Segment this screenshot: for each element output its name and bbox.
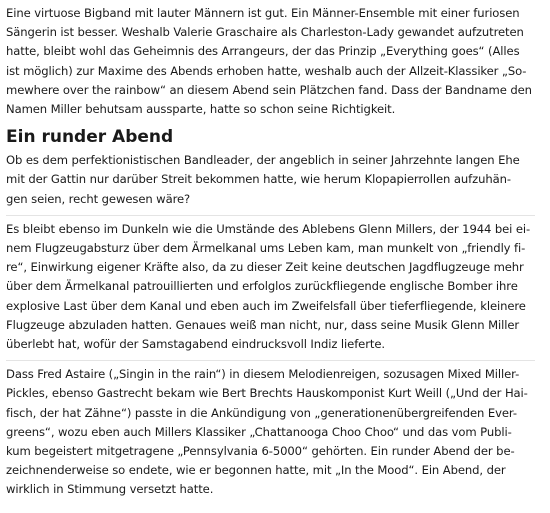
text-line: greens“, wozu eben auch Millers Klassiker „Chattanooga Choo Choo“ und das vom Publi- bbox=[6, 424, 512, 439]
text-line: Namen Miller behutsam aussparte, hatte so schon seine Richtigkeit. bbox=[6, 102, 396, 117]
text-line: mit der Gattin nur darüber Streit bekommen hatte, wie herum Klopapierrollen aufzuhän- bbox=[6, 172, 511, 187]
text-line: Eine virtuose Bigband mit lauter Männern ist gut. Ein Männer-Ensemble mit einer furiosen bbox=[6, 6, 520, 20]
text-line: re“, Einwirkung eigener Kräfte also, da zu dieser Zeit keine deutschen Jagdflugzeuge mehr bbox=[6, 260, 524, 275]
text-line: ist möglich) zur Maxime des Abends erhoben hatte, weshalb auch der Allzeit-Klassiker „So- bbox=[6, 63, 527, 78]
text-line: nem Flugzeugabsturz über dem Ärmelkanal ums Leben kam, man munkelt von „friendly fi- bbox=[6, 241, 526, 256]
text-line: Flugzeuge abzuladen hatten. Genaues weiß man nicht, nur, dass seine Musik Glenn Miller bbox=[6, 317, 520, 332]
text-line: mewhere over the rainbow“ an diesem Abend sein Plätzchen fand. Dass der Bandname den bbox=[6, 82, 532, 97]
text-line: Es bleibt ebenso im Dunkeln wie die Umstände des Ablebens Glenn Millers, der 1944 bei ei- bbox=[6, 221, 531, 236]
text-line: explosive Last über dem Kanal und eben auch im Zweifelsfall über tieferfliegende, kleinere bbox=[6, 298, 526, 313]
text-line: Dass Fred Astaire („Singin in the rain“) in diesem Melodienreigen, sozusagen Mixed Miller- bbox=[6, 367, 520, 382]
text-line: wirklich in Stimmung versetzt hatte. bbox=[6, 482, 214, 497]
text-line: zeichnenderweise so endete, wie er begonnen hatte, mit „In the Mood“. Ein Abend, der bbox=[6, 463, 506, 478]
paragraph-divider bbox=[6, 360, 535, 361]
text-line: hatte, bleibt wohl das Geheimnis des Arrangeurs, der das Prinzip „Everything goes“ (Alles bbox=[6, 44, 520, 59]
text-line: Pickles, ebenso Gastrecht bekam wie Bert Brechts Hauskomponist Kurt Weill („Und der Hai- bbox=[6, 386, 528, 401]
text-line: gen seien, recht gewesen wäre? bbox=[6, 191, 191, 206]
text-line: über dem Ärmelkanal patrouillierten und erfolglos zurückfliegende englische Bomber ihre bbox=[6, 279, 518, 294]
text-line: überlebt hat, wofür der Samstagabend eindrucksvoll Indiz lieferte. bbox=[6, 337, 385, 352]
text-line: Ob es dem perfektionistischen Bandleader, der angeblich in seiner Jahrzehnte langen Ehe bbox=[6, 153, 520, 168]
text-line: kum begeistert mitgetragene „Pennsylvania 6-5000“ gehörten. Ein runder Abend der be- bbox=[6, 444, 515, 459]
paragraph-bandleader bbox=[6, 151, 535, 209]
text-line: Sängerin ist besser. Weshalb Valerie Graschaire als Charleston-Lady gewandet aufzutreten bbox=[6, 25, 524, 40]
paragraph-divider bbox=[6, 215, 535, 216]
intro-paragraph bbox=[6, 4, 535, 119]
text-line: fisch, der hat Zähne“) passte in die Ankündigung von „generationenübergreifenden Ever- bbox=[6, 405, 517, 420]
section-heading: Ein runder Abend bbox=[6, 127, 174, 148]
paragraph-glenn-miller bbox=[6, 220, 535, 354]
paragraph-fred-astaire bbox=[6, 365, 535, 499]
